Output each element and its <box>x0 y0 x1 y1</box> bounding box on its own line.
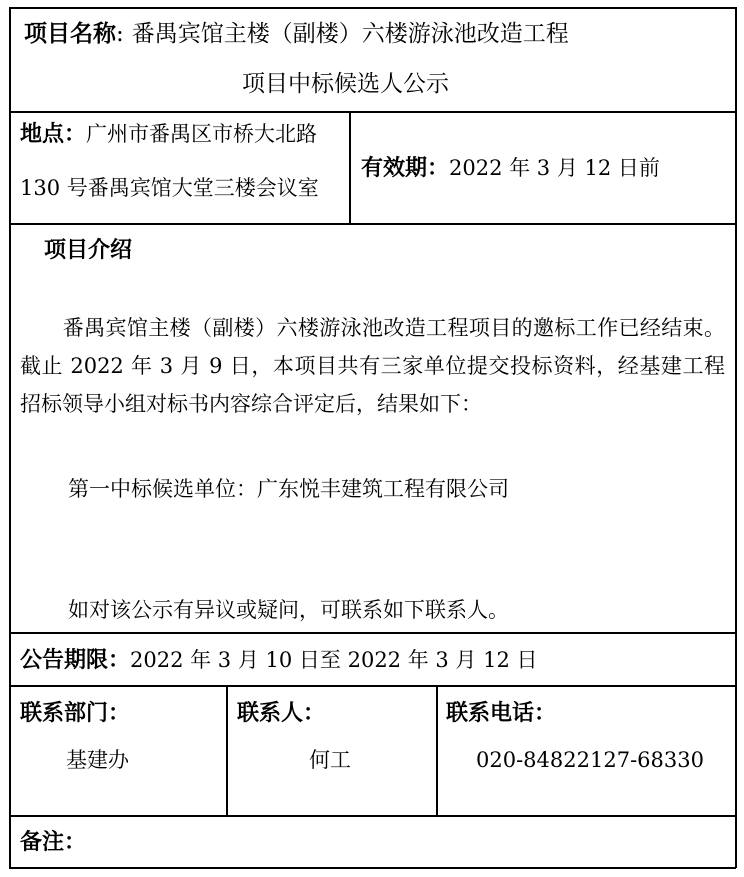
project-name-colon: : <box>116 21 124 47</box>
validity-value: 2022 年 3 月 12 日前 <box>449 156 660 180</box>
table-divider <box>349 111 351 224</box>
table-divider <box>9 632 736 634</box>
table-divider <box>226 685 228 816</box>
location-value-line2: 130 号番禺宾馆大堂三楼会议室 <box>20 176 319 200</box>
table-divider <box>9 111 736 113</box>
contact-note: 如对该公示有异议或疑问，可联系如下联系人。 <box>68 598 509 622</box>
project-name-label: 项目名称 <box>24 21 116 47</box>
validity-label: 有效期： <box>361 156 450 181</box>
location-line1 <box>20 124 317 146</box>
validity <box>361 158 660 180</box>
table-divider <box>9 815 736 817</box>
table-divider <box>9 223 736 225</box>
winner-line: 第一中标候选单位：广东悦丰建筑工程有限公司 <box>68 477 509 501</box>
notice-period-label: 公告期限： <box>20 648 131 673</box>
person-label: 联系人： <box>237 701 326 726</box>
intro-paragraph: 番禺宾馆主楼（副楼）六楼游泳池改造工程项目的邀标工作已经结束。截止 2022 年 3 月 9 日，本项目共有三家单位提交投标资料，经基建工程招标领导小组对标书内容综合评定后，结果如下： <box>20 316 725 416</box>
project-name: 番禺宾馆主楼（副楼）六楼游泳池改造工程 <box>131 21 569 47</box>
table-border-top <box>9 7 736 9</box>
table-divider <box>436 685 438 816</box>
location-label: 地点： <box>20 122 87 147</box>
table-border-right <box>735 7 737 868</box>
table-divider <box>9 685 736 687</box>
project-title-line2: 项目中标候选人公示 <box>242 71 449 97</box>
project-title-line1 <box>24 23 569 46</box>
intro-heading: 项目介绍 <box>44 238 133 263</box>
notice-period-value: 2022 年 3 月 10 日至 2022 年 3 月 12 日 <box>130 648 538 672</box>
notice-period <box>20 650 538 672</box>
table-border-bottom <box>9 867 736 869</box>
remarks-label: 备注： <box>20 830 87 855</box>
dept-value: 基建办 <box>66 748 129 772</box>
table-border-left <box>9 7 11 868</box>
dept-label: 联系部门： <box>20 701 131 726</box>
location-value-line1: 广州市番禺区市桥大北路 <box>86 122 318 146</box>
person-value: 何工 <box>309 748 351 772</box>
phone-value: 020-84822127-68330 <box>476 748 704 772</box>
phone-label: 联系电话： <box>446 701 557 726</box>
